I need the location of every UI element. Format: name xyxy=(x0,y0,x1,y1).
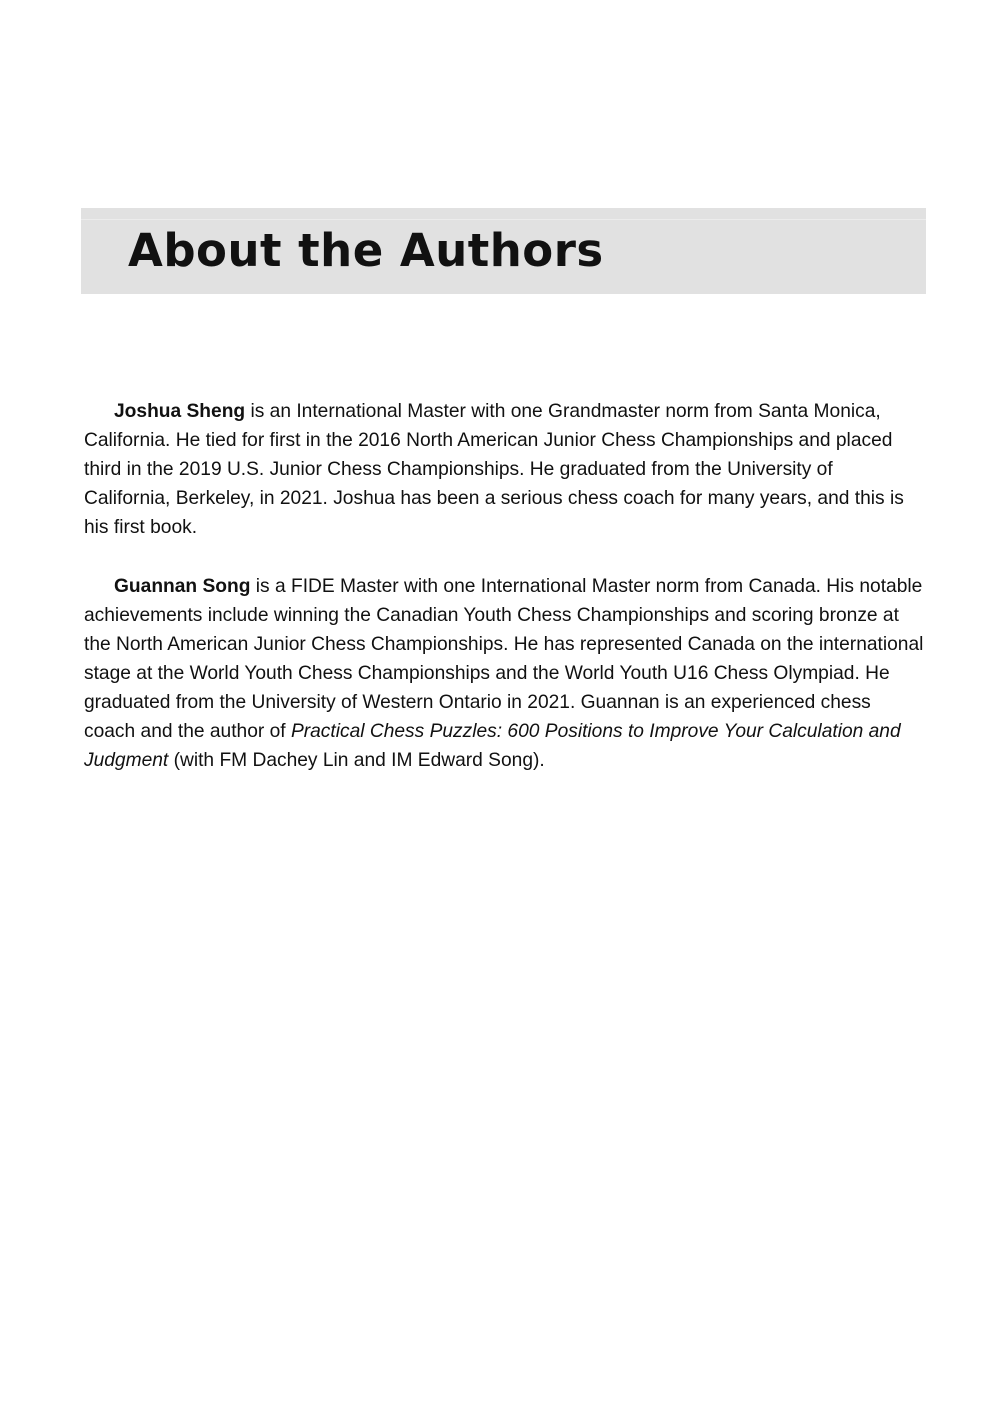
author-bio-guannan-song xyxy=(84,572,924,775)
author-bio-joshua-sheng xyxy=(84,397,924,542)
author-bio-text: is a FIDE Master with one International Master norm from Canada. His notable achievements include winning the Canadian Youth Chess Championships and scoring bronze at the North American Junior Chess Championships. He has represented Canada on the international stage at the World Youth Chess Championships and the World Youth U16 Chess Olympiad. He graduated from the University of Western Ontario in 2021. Guannan is an experienced chess coach and the author of xyxy=(84,576,924,742)
author-name: Guannan Song xyxy=(114,576,251,597)
heading-divider xyxy=(81,219,926,220)
page-title: About the Authors xyxy=(128,224,604,277)
heading-band xyxy=(81,208,926,294)
author-bio-text-end: (with FM Dachey Lin and IM Edward Song). xyxy=(168,750,545,771)
author-bio-text: is an International Master with one Grandmaster norm from Santa Monica, California. He tied for first in the 2016 North American Junior Chess Championships and placed third in the 2019 U.S. Junior Chess Championships. He graduated from the University of California, Berkeley, in 2021. Joshua has been a serious chess coach for many years, and this is his first book. xyxy=(84,401,904,538)
book-title: Practical Chess Puzzles: 600 Positions to Improve Your Calculation and Judgment xyxy=(84,721,901,771)
author-name: Joshua Sheng xyxy=(114,401,246,422)
